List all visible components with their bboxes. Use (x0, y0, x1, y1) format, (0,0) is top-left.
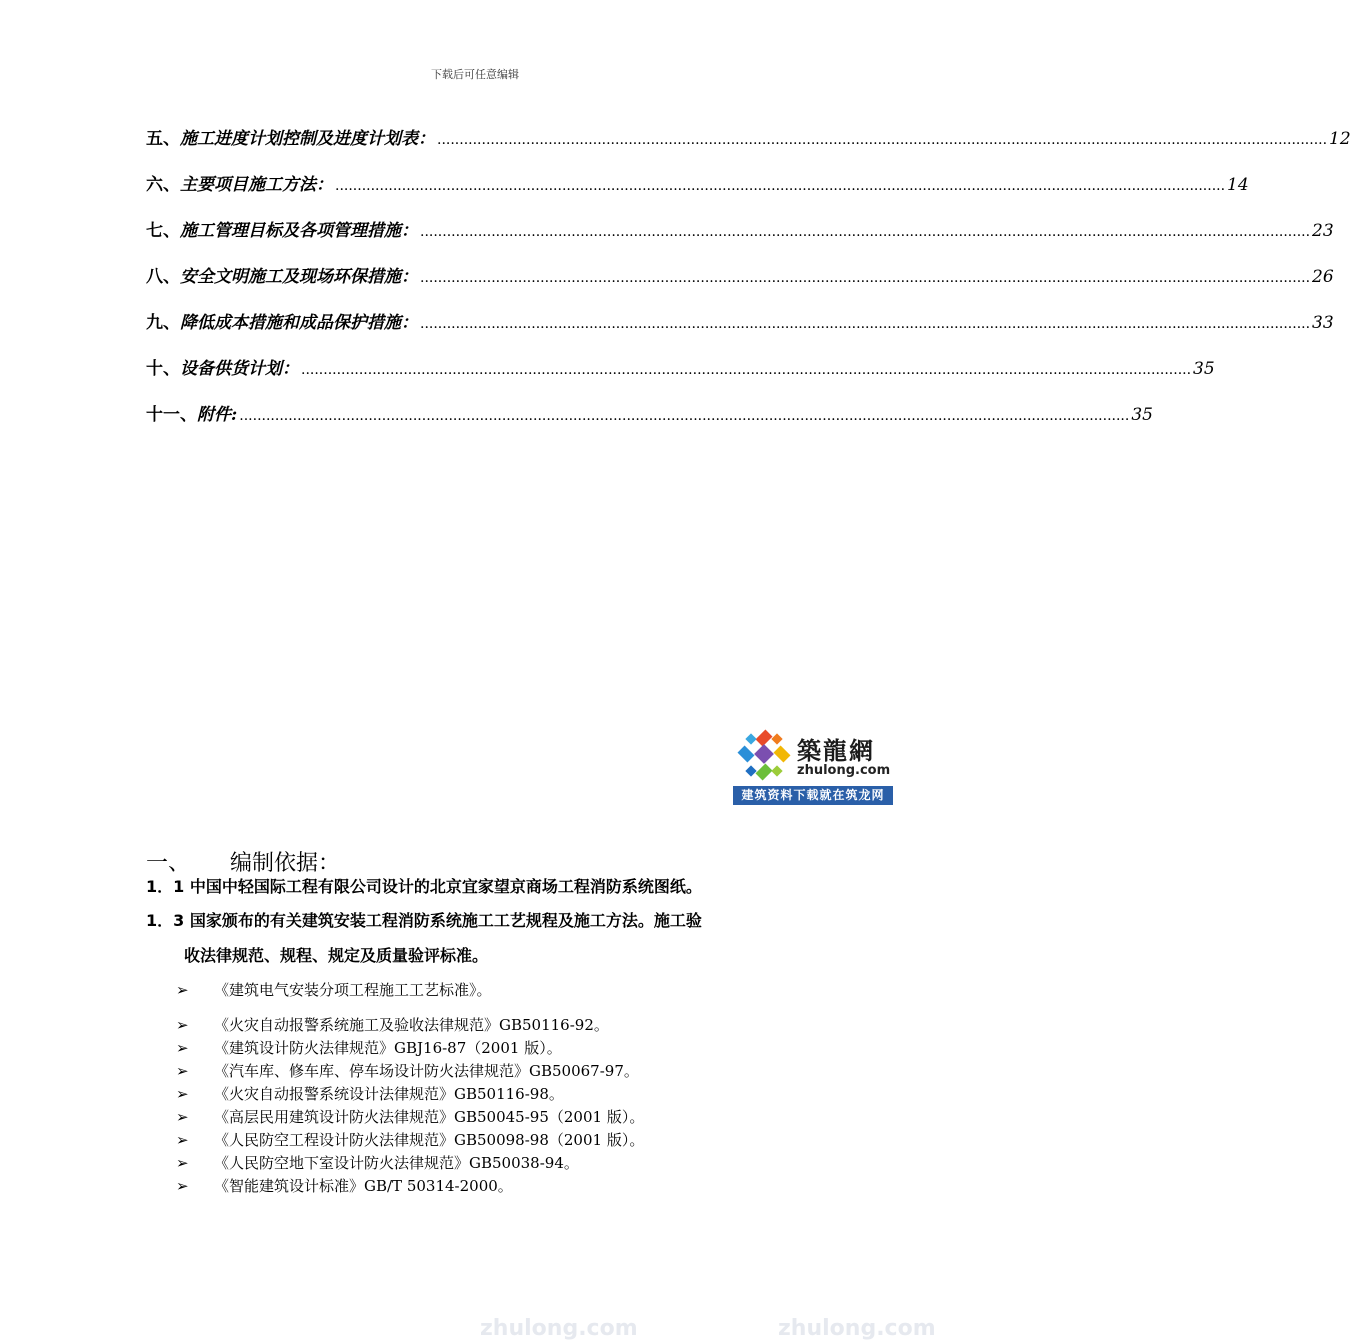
toc-title: 降低成本措施和成品保护措施： (180, 313, 418, 333)
toc-page-number: 35 (1193, 359, 1215, 379)
standard-name: 《建筑设计防火法律规范》GBJ16-87（2001 版）。 (214, 1039, 562, 1057)
toc-leader-dots: ........................................................................................................................................................................................................ (420, 224, 1311, 240)
toc-number: 十、 (146, 359, 180, 379)
list-item (176, 1128, 876, 1151)
toc-entry[interactable] (146, 262, 1334, 308)
arrow-bullet-icon: ➢ (176, 980, 189, 999)
logo-slogan: 建筑资料下载就在筑龙网 (733, 786, 893, 805)
standards-list (176, 978, 876, 1197)
toc-entry[interactable] (146, 170, 1249, 216)
arrow-bullet-icon: ➢ (176, 1107, 189, 1126)
toc-page-number: 12 (1329, 129, 1351, 149)
toc-page-number: 33 (1312, 313, 1334, 333)
toc-entry[interactable] (146, 308, 1334, 354)
section-title: 编制依据： (230, 851, 341, 876)
toc-leader-dots: ........................................................................................................................................................................................................ (437, 132, 1328, 148)
standard-name: 《人民防空工程设计防火法律规范》GB50098-98（2001 版）。 (214, 1131, 645, 1149)
toc-entry[interactable] (146, 124, 1351, 170)
logo-chinese-name: 築龍網 (797, 736, 875, 765)
arrow-bullet-icon: ➢ (176, 1130, 189, 1149)
toc-page-number: 14 (1227, 175, 1249, 195)
toc-number: 五、 (146, 129, 180, 149)
logo-top (733, 727, 893, 785)
list-item (176, 1059, 876, 1082)
arrow-bullet-icon: ➢ (176, 1084, 189, 1103)
watermark-right: zhulong.com (778, 1316, 936, 1341)
list-item (176, 1174, 876, 1197)
standard-name: 《高层民用建筑设计防火法律规范》GB50045-95（2001 版）。 (214, 1108, 645, 1126)
logo-snowflake-icon (735, 727, 793, 785)
arrow-bullet-icon: ➢ (176, 1176, 189, 1195)
toc-number: 十一、 (146, 405, 197, 425)
standard-name: 《火灾自动报警系统设计法律规范》GB50116-98。 (214, 1085, 564, 1103)
toc-title: 附件: (197, 405, 238, 425)
standard-name: 《人民防空地下室设计防火法律规范》GB50038-94。 (214, 1154, 579, 1172)
toc-page-number: 26 (1312, 267, 1334, 287)
paragraph-1-3-continued: 收法律规范、规程、规定及质量验评标准。 (184, 946, 489, 965)
arrow-bullet-icon: ➢ (176, 1015, 189, 1034)
arrow-bullet-icon: ➢ (176, 1061, 189, 1080)
toc-title: 安全文明施工及现场环保措施： (180, 267, 418, 287)
toc-page-number: 35 (1131, 405, 1153, 425)
standard-name: 《汽车库、修车库、停车场设计防火法律规范》GB50067-97。 (214, 1062, 639, 1080)
table-of-contents (146, 124, 1351, 446)
list-item (176, 1013, 876, 1036)
toc-number: 九、 (146, 313, 180, 333)
zhulong-logo (733, 727, 893, 805)
list-item (176, 1082, 876, 1105)
toc-title: 主要项目施工方法： (180, 175, 333, 195)
standard-name: 《火灾自动报警系统施工及验收法律规范》GB50116-92。 (214, 1016, 609, 1034)
list-item (176, 1151, 876, 1174)
toc-leader-dots: ........................................................................................................................................................................................................ (420, 270, 1311, 286)
toc-title: 施工管理目标及各项管理措施： (180, 221, 418, 241)
toc-number: 六、 (146, 175, 180, 195)
standard-name: 《建筑电气安装分项工程施工工艺标准》。 (214, 981, 492, 999)
arrow-bullet-icon: ➢ (176, 1038, 189, 1057)
toc-number: 七、 (146, 221, 180, 241)
toc-number: 八、 (146, 267, 180, 287)
toc-leader-dots: ........................................................................................................................................................................................................ (420, 316, 1311, 332)
paragraph-1-1: 1．1 中国中轻国际工程有限公司设计的北京宜家望京商场工程消防系统图纸。 (146, 877, 702, 896)
watermark-left: zhulong.com (480, 1316, 638, 1341)
list-item (176, 1105, 876, 1128)
toc-entry[interactable] (146, 400, 1153, 446)
toc-leader-dots: ........................................................................................................................................................................................................ (301, 362, 1192, 378)
standard-name: 《智能建筑设计标准》GB/T 50314-2000。 (214, 1177, 513, 1195)
toc-title: 设备供货计划： (180, 359, 299, 379)
toc-entry[interactable] (146, 354, 1215, 400)
toc-title: 施工进度计划控制及进度计划表： (180, 129, 435, 149)
toc-leader-dots: ........................................................................................................................................................................................................ (335, 178, 1226, 194)
toc-leader-dots: ........................................................................................................................................................................................................ (239, 408, 1130, 424)
toc-page-number: 23 (1312, 221, 1334, 241)
section-heading (146, 846, 340, 877)
paragraph-1-3: 1．3 国家颁布的有关建筑安装工程消防系统施工工艺规程及施工方法。施工验 (146, 911, 702, 930)
list-item (176, 978, 876, 1001)
section-number: 一、 (146, 851, 191, 876)
arrow-bullet-icon: ➢ (176, 1153, 189, 1172)
list-item (176, 1036, 876, 1059)
logo-domain: zhulong.com (797, 763, 891, 778)
header-note: 下载后可任意编辑 (431, 68, 519, 81)
toc-entry[interactable] (146, 216, 1334, 262)
